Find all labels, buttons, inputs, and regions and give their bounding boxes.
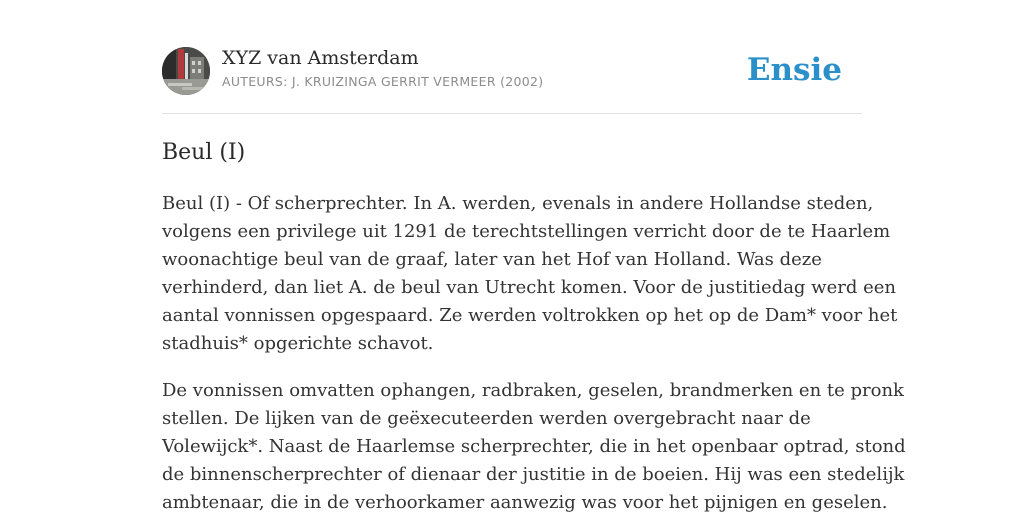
text-line: stadhuis* opgerichte schavot.	[162, 333, 434, 354]
text-line: Volewijck*. Naast de Haarlemse scherprechter, die in het openbaar optrad, stond	[162, 436, 906, 457]
paragraph	[162, 377, 906, 512]
text-line: verhinderd, dan liet A. de beul van Utrecht komen. Voor de justitiedag werd een	[162, 277, 896, 298]
text-line: ambtenaar, die in de verhoorkamer aanwezig was voor het pijnigen en geselen.	[162, 492, 888, 512]
header	[162, 46, 862, 96]
text-line: Beul (I) - Of scherprechter. In A. werden, evenals in andere Hollandse steden,	[162, 193, 874, 214]
book-title[interactable]: XYZ van Amsterdam	[222, 47, 419, 69]
header-divider	[162, 113, 862, 114]
ensie-logo[interactable]: Ensie	[746, 52, 842, 88]
book-avatar[interactable]	[162, 47, 210, 95]
text-line: stellen. De lijken van de geëxecuteerden werden overgebracht naar de	[162, 408, 811, 429]
text-line: De vonnissen omvatten ophangen, radbraken, geselen, brandmerken en te pronk	[162, 380, 904, 401]
text-line: volgens een privilege uit 1291 de terechtstellingen verricht door de te Haarlem	[162, 221, 891, 242]
paragraph	[162, 190, 898, 358]
text-line: aantal vonnissen opgespaard. Ze werden voltrokken op het op de Dam* voor het	[162, 305, 898, 326]
entry-title: Beul (I)	[162, 140, 246, 165]
text-line: woonachtige beul van de graaf, later van het Hof van Holland. Was deze	[162, 249, 822, 270]
avatar-image	[162, 47, 210, 95]
text-line: de binnenscherprechter of dienaar der justitie in de boeien. Hij was een stedelijk	[162, 464, 905, 485]
authors-line: AUTEURS: J. KRUIZINGA GERRIT VERMEER (2002)	[222, 74, 544, 89]
entry-body	[162, 190, 906, 512]
